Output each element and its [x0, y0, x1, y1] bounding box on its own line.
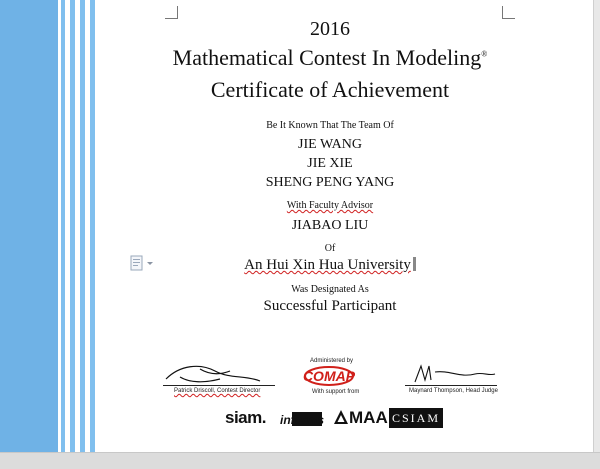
team-member: JIE XIE [307, 156, 353, 171]
informs-wordmark: informs [280, 413, 324, 427]
signature-line [163, 385, 275, 386]
team-member: JIE WANG [298, 137, 362, 152]
page-shadow [593, 0, 600, 452]
paste-options-icon[interactable] [129, 255, 159, 273]
maa-logo: MAA [333, 408, 388, 432]
comap-logo [303, 365, 355, 387]
advisor-label: With Faculty Advisor [286, 200, 374, 211]
certificate-title: Certificate of Achievement [210, 77, 450, 102]
informs-logo [278, 408, 324, 430]
decorative-stripe [70, 0, 75, 452]
decorative-stripe [80, 0, 85, 452]
decorative-stripe [0, 0, 58, 452]
siam-logo: siam. [225, 408, 266, 427]
signature-line [405, 385, 497, 386]
decorative-stripe [90, 0, 95, 452]
registered-mark: ® [481, 49, 488, 59]
designated-label: Was Designated As [291, 284, 369, 295]
csiam-logo: CSIAM [389, 408, 443, 428]
advisor-name: JIABAO LIU [291, 218, 369, 233]
team-member: SHENG PENG YANG [265, 175, 395, 190]
result-text: Successful Participant [263, 298, 397, 314]
certificate-year: 2016 [310, 18, 350, 40]
maa-emblem-icon [333, 409, 349, 425]
of-label: Of [324, 243, 336, 254]
university-name[interactable]: An Hui Xin Hua University [130, 257, 530, 274]
decorative-stripe [61, 0, 65, 452]
director-label: Patrick Driscoll, Contest Director [174, 388, 261, 394]
judge-signature [405, 362, 500, 386]
contest-name: Mathematical Contest In Modeling® [172, 45, 488, 70]
administered-label: Administered by [310, 358, 354, 364]
support-label: With support from [312, 389, 360, 395]
director-signature [160, 361, 275, 387]
comap-wordmark: COMAP [303, 368, 355, 384]
text-cursor [413, 257, 416, 271]
page-shadow [0, 452, 600, 469]
intro-text: Be It Known That The Team Of [266, 120, 394, 131]
judge-label: Maynard Thompson, Head Judge [409, 388, 498, 394]
